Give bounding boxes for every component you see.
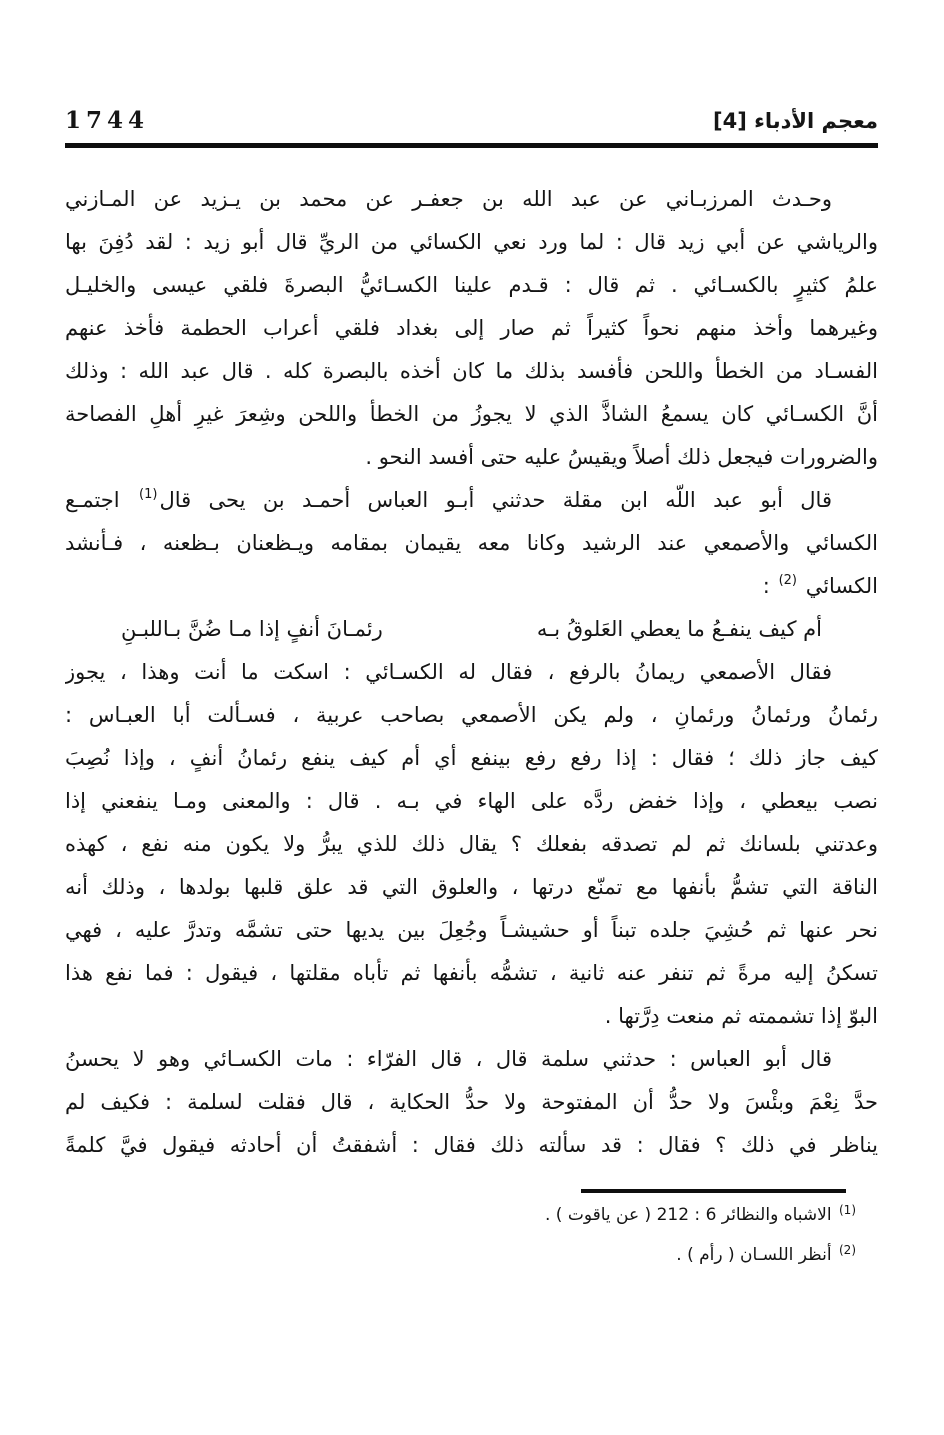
page-header bbox=[65, 106, 878, 136]
footnotes-section bbox=[65, 1189, 878, 1273]
footnote-marker-1: (1) bbox=[838, 1203, 856, 1217]
header-rule bbox=[65, 143, 878, 148]
footnote-rule bbox=[581, 1189, 846, 1193]
body-line-15: نصب بيعطي ، وإذا خفض ردَّه على الهاء في بـه . قال : والمعنى ومـا ينفعني إذا bbox=[65, 789, 878, 813]
body-line-21: قال أبو العباس : حدثني سلمة قال ، قال الفرّاء : مات الكسـائي وهو لا يحسنُ bbox=[65, 1047, 832, 1071]
body-line-10 bbox=[65, 565, 878, 608]
body-line-8-text-end: اجتمـع bbox=[65, 488, 120, 512]
body-line-23: يناظر في ذلك ؟ فقال : قد سألته ذلك فقال : أشفقتُ أن أحادثه فيقول فيَّ كلمةً bbox=[65, 1133, 878, 1157]
body-line-16: وعدتني بلسانك ثم لم تصدقه بفعلك ؟ يقال ذلك للذي يبرُّ ولا يكون منه نفع ، كهذه bbox=[65, 832, 878, 856]
body-line-13: رئمانُ ورئمانُ ورئمانِ ، ولم يكن الأصمعي بصاحب عربية ، فسـألت أبا العبـاس : bbox=[65, 703, 878, 727]
body-line-19: تسكنُ إليه مرةً ثم تنفر عنه ثانية ، تشمُّه بأنفها ثم تأباه مقلتها ، فيقول : فما نفع هذا bbox=[65, 961, 878, 985]
verse-line bbox=[65, 608, 878, 651]
body-line-9: الكسائي والأصمعي عند الرشيد وكانا معه يقيمان بمقامه ويـظعنان بـظعنه ، فـأنشد bbox=[65, 531, 878, 555]
body-line-4: وغيرهما وأخذ منهم نحواً كثيراً ثم صار إلى بغداد فلقي أعراب الحطمة فأخذ عنهم bbox=[65, 316, 878, 340]
body-line-1: وحـدث المرزبـاني عن عبد الله بن جعفـر عن محمد بن يـزيد عن المـازني bbox=[65, 187, 832, 211]
body-line-5: الفسـاد من الخطأ واللحن فأفسد بذلك ما كان أخذه بالبصرة كله . قال عبد الله : وذلك bbox=[65, 359, 878, 383]
body-line-14: كيف جاز ذلك ؛ فقال : إذا رفع رفع بينفع أي أم كيف ينفع رئمانُ أنفٍ ، وإذا نُصِبَ bbox=[65, 746, 878, 770]
footnote-ref-1: (1) bbox=[139, 487, 158, 502]
footnote-text-1: الاشباه والنظائر 6 : 212 ( عن ياقوت ) . bbox=[544, 1205, 832, 1225]
footnote-marker-2: (2) bbox=[838, 1243, 856, 1257]
footnote-item-1 bbox=[65, 1197, 878, 1233]
body-line-20: البوّ إذا تشممته ثم منعت دِرَّتها . bbox=[604, 1004, 878, 1028]
body-line-18: نحر عنها ثم حُشِيَ جلده تبناً أو حشيشـاً وجُعِلَ بين يديها حتى تشمَّه وتدرَّ عليه ، فهي bbox=[65, 918, 878, 942]
text-column bbox=[65, 178, 878, 1167]
body-line-8 bbox=[65, 479, 878, 522]
body-line-3: علمُ كثيرٍ بالكسـائي . ثم قال : قـدم علينا الكسـائيُّ البصرةَ فلقي عيسى والخليـل bbox=[65, 273, 878, 297]
body-line-6: أنَّ الكسـائي كان يسمعُ الشاذَّ الذي لا يجوزُ من الخطأ واللحن وشِعرَ غيرِ أهلِ الفصاحة bbox=[65, 402, 878, 426]
body-line-12: فقال الأصمعي ريمانُ بالرفع ، فقال له الكسـائي : اسكت ما أنت وهذا ، يجوز bbox=[65, 660, 832, 684]
page-number: 1744 bbox=[65, 107, 150, 134]
body-line-10-text: الكسائي bbox=[805, 574, 878, 598]
body-line-10-text-end: : bbox=[762, 574, 770, 598]
verse-hemistich-left: رئمـانَ أنفٍ إذا مـا ضُنَّ بـاللبـنِ bbox=[121, 617, 383, 641]
body-line-8-text: قال أبو عبد اللّه ابن مقلة حدثني أبـو العباس أحمـد بن يحى قال bbox=[159, 488, 832, 512]
body-line-7: والضرورات فيجعل ذلك أصلاً ويقيسُ عليه حتى أفسد النحو . bbox=[365, 445, 878, 469]
footnote-ref-2: (2) bbox=[778, 573, 797, 588]
body-line-17: الناقة التي تشمُّ بأنفها مع تمنّع درتها ، والعلوق التي قد علق قلبها بولدها ، وذلك أنه bbox=[65, 875, 878, 899]
book-title: معجم الأدباء [4] bbox=[712, 109, 878, 133]
footnote-item-2 bbox=[65, 1237, 878, 1273]
body-line-22: حدَّ نِعْمَ وبئْسَ ولا حدُّ أن المفتوحة ولا حدُّ الحكاية ، قال فقلت لسلمة : فكيف لم bbox=[65, 1090, 878, 1114]
body-line-2: والرياشي عن أبي زيد قال : لما ورد نعي الكسائي من الريِّ قال أبو زيد : لقد دُفِنَ بها bbox=[65, 230, 878, 254]
footnote-text-2: أنظر اللسـان ( رأم ) . bbox=[676, 1245, 832, 1265]
verse-hemistich-right: أم كيف ينفـعُ ما يعطي العَلوقُ بـه bbox=[536, 617, 822, 641]
